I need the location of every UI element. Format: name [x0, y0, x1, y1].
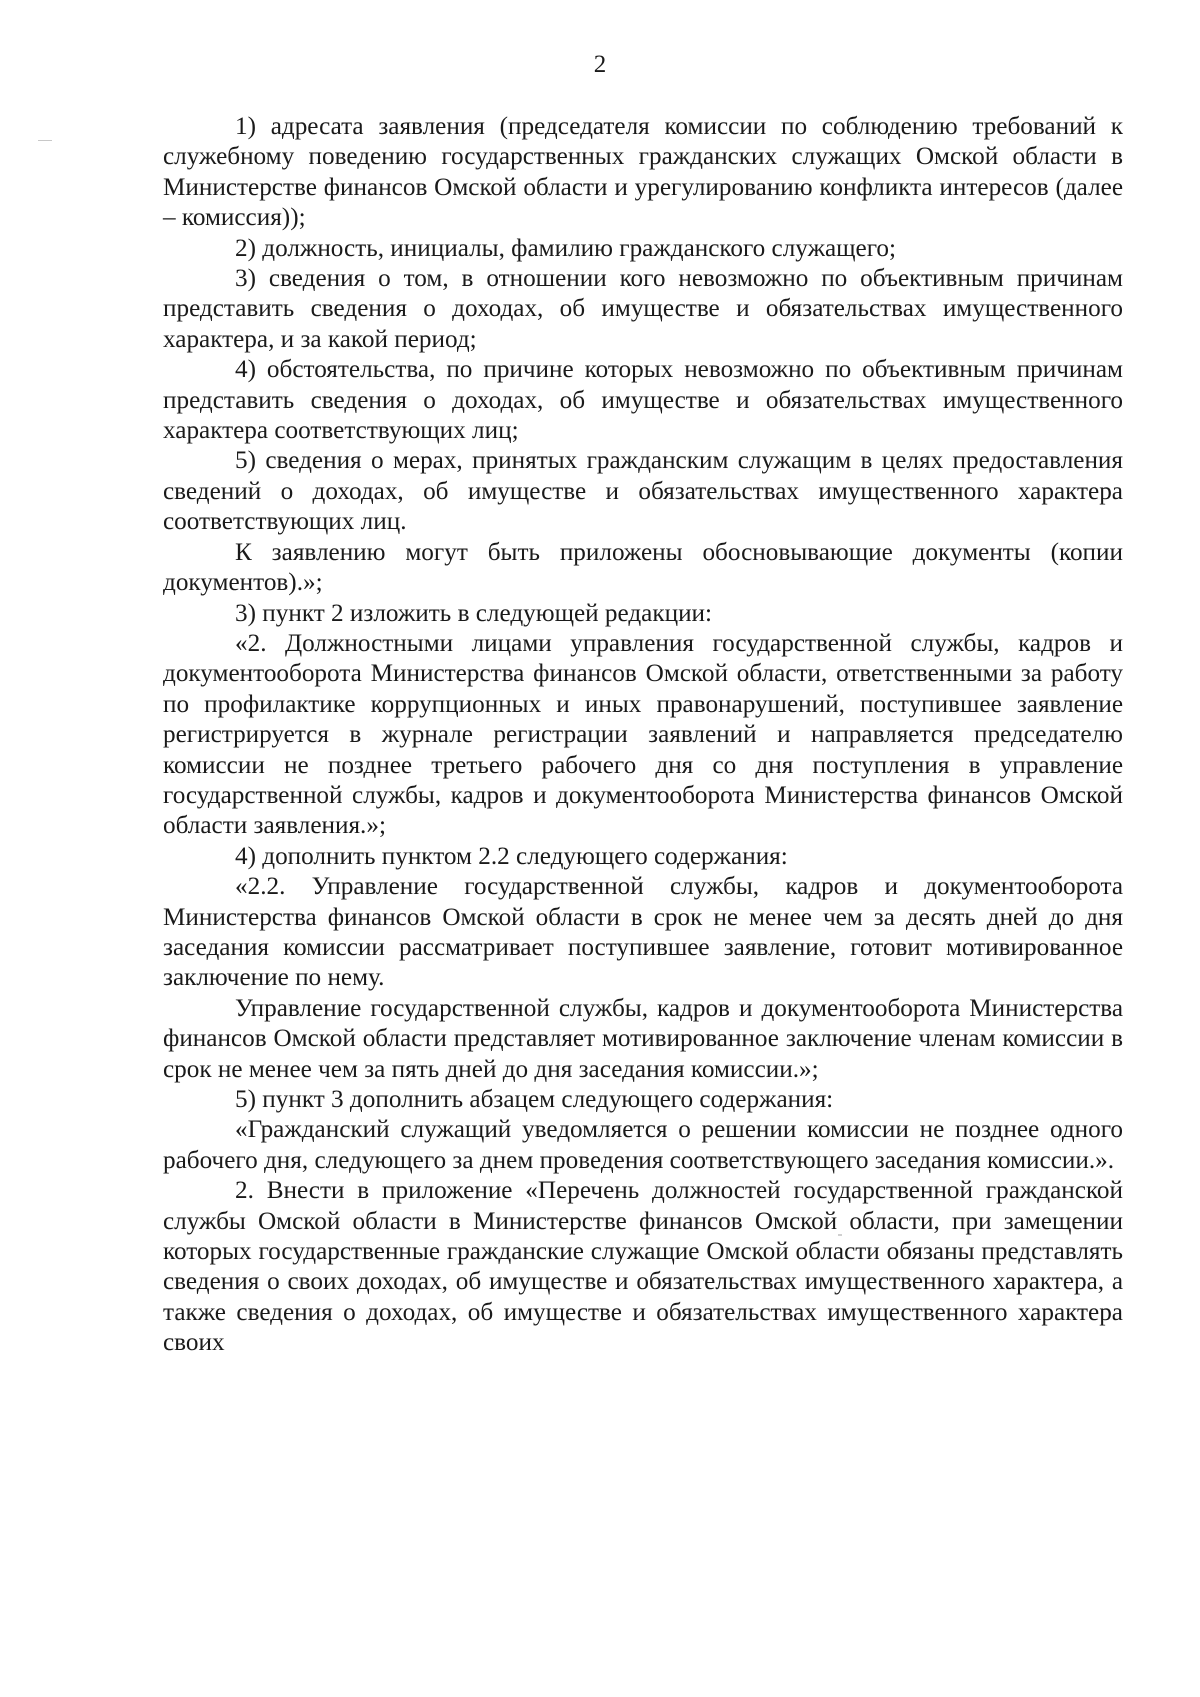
paragraph-amendment-3: 3) пункт 2 изложить в следующей редакции: [235, 599, 713, 627]
paragraph-amendment-4: 4) дополнить пунктом 2.2 следующего содержания: [235, 842, 788, 870]
paragraph-section-2: 2. Внести в приложение «Перечень должностей государственной гражданской службы Омской области в Министерстве финансов Омской области, при замещении которых государственные гражданские служащие Омской области обязаны представлять сведения о своих доходах, об имуществе и обязательствах имущественного характера, а также сведения о доходах, об имуществе и обязательствах имущественного характера своих [163, 1177, 1123, 1357]
paragraph-item-2-position: 2) должность, инициалы, фамилию гражданского служащего; [235, 234, 897, 262]
paragraph-clause-2-2: «2.2. Управление государственной службы, кадров и документооборота Министерства финансов Омской области в срок не менее чем за десять дней до дня заседания комиссии рассматривает поступившее заявление, готовит мотивированное заключение по нему. [163, 873, 1123, 992]
paragraph-item-4-circumstances: 4) обстоятельства, по причине которых невозможно по объективным причинам представить сведения о доходах, об имуществе и обязательствах имущественного характера соответствующих лиц; [163, 356, 1123, 445]
paragraph-clause-3-addition: «Гражданский служащий уведомляется о решении комиссии не позднее одного рабочего дня, следующего за днем проведения соответствующего заседания комиссии.». [163, 1116, 1123, 1174]
paragraph-clause-2: «2. Должностными лицами управления государственной службы, кадров и документооборота Министерства финансов Омской области, ответственными за работу по профилактике коррупционных и иных правонарушений, поступившее заявление регистрируется в журнале регистрации заявлений и направляется председателю комиссии не позднее третьего рабочего дня со дня поступления в управление государственной службы, кадров и документооборота Министерства финансов Омской области заявления.»; [163, 629, 1123, 840]
paragraph-attachments: К заявлению могут быть приложены обосновывающие документы (копии документов).»; [163, 538, 1123, 597]
paragraph-item-5-measures: 5) сведения о мерах, принятых гражданским служащим в целях предоставления сведений о доходах, об имуществе и обязательствах имущественного характера соответствующих лиц. [163, 447, 1123, 536]
page-number: 2 [593, 51, 607, 78]
paragraph-clause-2-2-continued: Управление государственной службы, кадров и документооборота Министерства финансов Омской области представляет мотивированное заключение членам комиссии в срок не менее чем за пять дней до дня заседания комиссии.»; [163, 994, 1123, 1083]
paragraph-item-1-addressee: 1) адресата заявления (председателя комиссии по соблюдению требований к служебному поведению государственных гражданских служащих Омской области в Министерстве финансов Омской области и урегулированию конфликта интересов (далее – комиссия)); [163, 113, 1123, 232]
paragraph-amendment-5: 5) пункт 3 дополнить абзацем следующего содержания: [235, 1086, 834, 1113]
document-body [163, 112, 1123, 1359]
scan-artifact-mark [38, 140, 52, 141]
paragraph-item-3-persons: 3) сведения о том, в отношении кого невозможно по объективным причинам представить сведения о доходах, об имуществе и обязательствах имущественного характера, и за какой период; [163, 265, 1123, 353]
